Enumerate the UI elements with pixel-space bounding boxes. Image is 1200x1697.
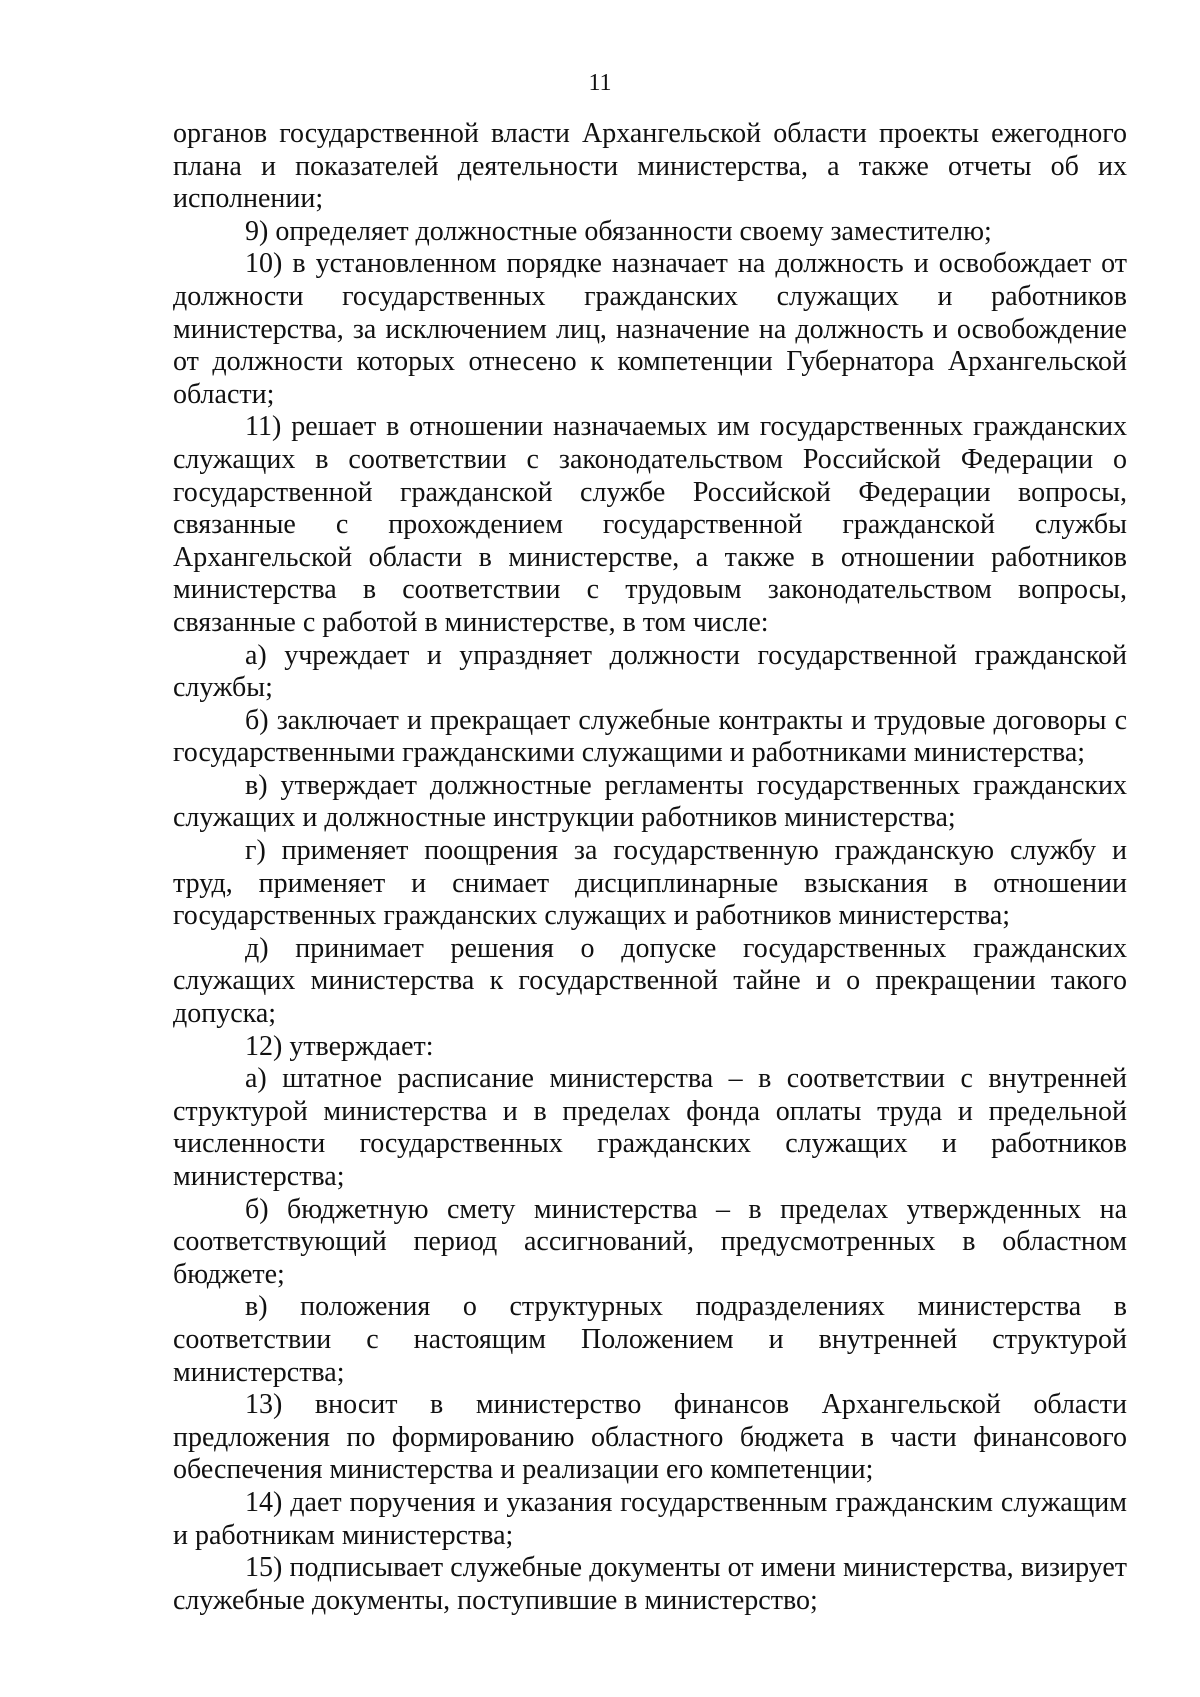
paragraph-item-11-b: б) заключает и прекращает служебные контракты и трудовые договоры с государственными гражданскими служащими и работниками министерства; — [173, 704, 1127, 769]
paragraph-continuation: органов государственной власти Архангельской области проекты ежегодного плана и показателей деятельности министерства, а также отчеты об их исполнении; — [173, 118, 1127, 215]
paragraph-item-9: 9) определяет должностные обязанности своему заместителю; — [245, 215, 992, 247]
paragraph-item-11-a: а) учреждает и упраздняет должности государственной гражданской службы; — [173, 639, 1127, 704]
paragraph-item-11-g: г) применяет поощрения за государственную гражданскую службу и труд, применяет и снимает дисциплинарные взыскания в отношении государственных гражданских служащих и работников министерства; — [173, 835, 1127, 932]
paragraph-item-10: 10) в установленном порядке назначает на должность и освобождает от должности государственных гражданских служащих и работников министерства, за исключением лиц, назначение на должность и освобождение от должности которых отнесено к компетенции Губернатора Архангельской области; — [173, 248, 1127, 410]
paragraph-item-11: 11) решает в отношении назначаемых им государственных гражданских служащих в соответствии с законодательством Российской Федерации о государственной гражданской службе Российской Федерации вопросы, связанные с прохождением государственной гражданской службы Архангельской области в министерстве, а также в отношении работников министерства в соответствии с трудовым законодательством вопросы, связанные с работой в министерстве, в том числе: — [173, 411, 1127, 638]
paragraph-item-15: 15) подписывает служебные документы от имени министерства, визирует служебные документы, поступившие в министерство; — [173, 1552, 1127, 1616]
paragraph-item-12-b: б) бюджетную смету министерства – в пределах утвержденных на соответствующий период ассигнований, предусмотренных в областном бюджете; — [173, 1193, 1127, 1290]
paragraph-item-12-a: а) штатное расписание министерства – в соответствии с внутренней структурой министерства и в пределах фонда оплаты труда и предельной численности государственных гражданских служащих и работников министерства; — [173, 1063, 1127, 1192]
page-number: 11 — [588, 70, 612, 96]
document-body — [173, 118, 1127, 1617]
paragraph-item-11-d: д) принимает решения о допуске государственных гражданских служащих министерства к государственной тайне и о прекращении такого допуска; — [173, 932, 1127, 1030]
paragraph-item-11-v: в) утверждает должностные регламенты государственных гражданских служащих и должностные инструкции работников министерства; — [173, 769, 1127, 834]
paragraph-item-12: 12) утверждает: — [245, 1030, 434, 1062]
paragraph-item-12-v: в) положения о структурных подразделениях министерства в соответствии с настоящим Положением и внутренней структурой министерства; — [173, 1291, 1127, 1388]
paragraph-item-13: 13) вносит в министерство финансов Архангельской области предложения по формированию областного бюджета в части финансового обеспечения министерства и реализации его компетенции; — [173, 1389, 1127, 1486]
paragraph-item-14: 14) дает поручения и указания государственным гражданским служащим и работникам министерства; — [173, 1486, 1127, 1551]
